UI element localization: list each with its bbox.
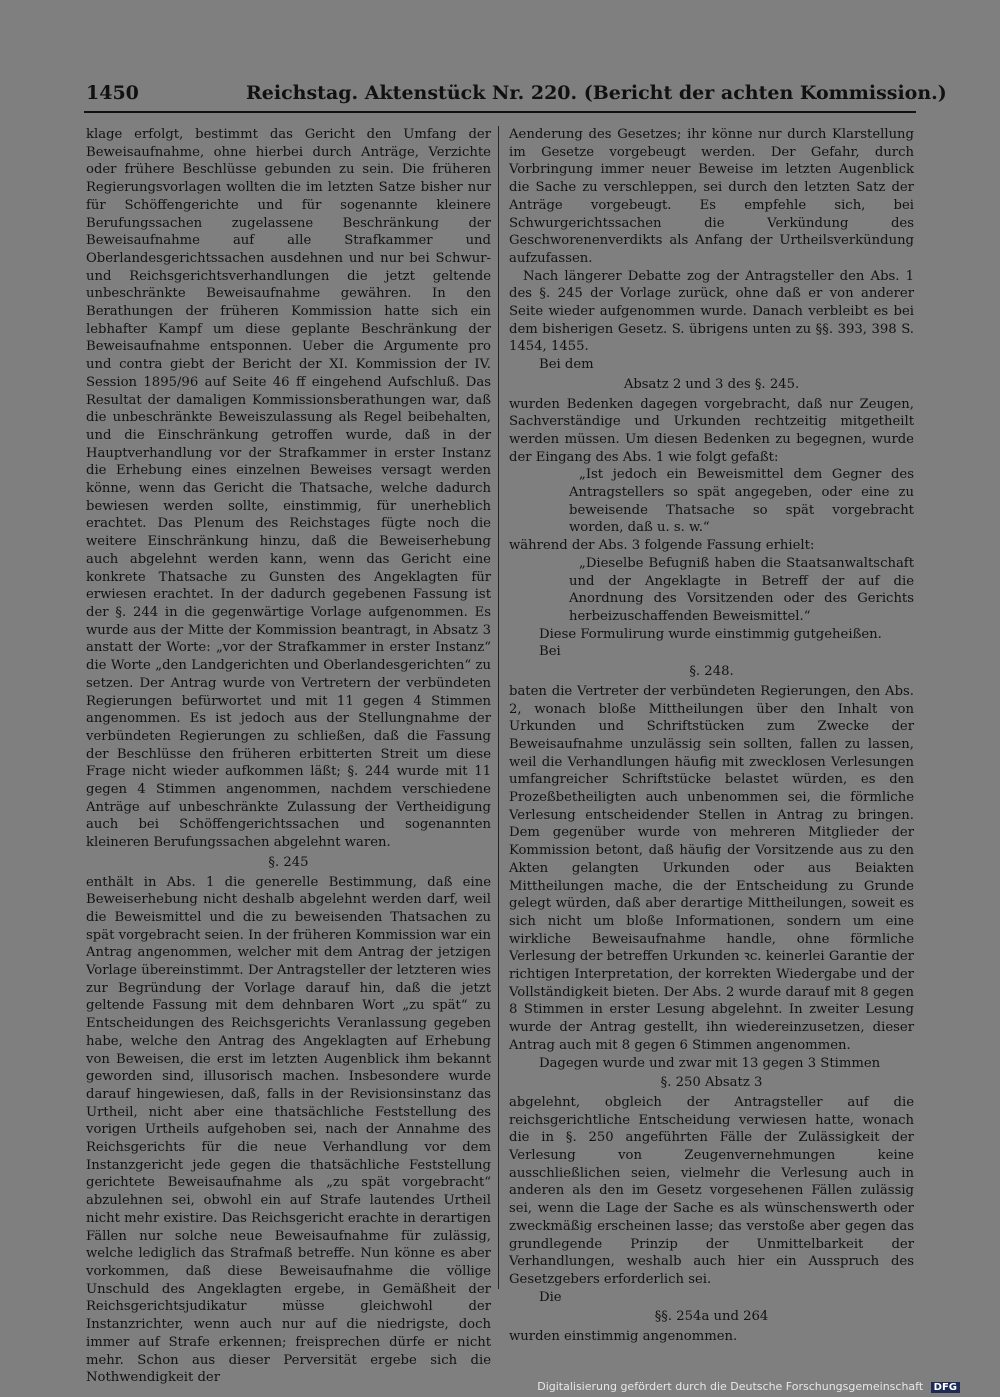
section-heading: §. 245 — [268, 854, 309, 870]
running-title: Reichstag. Aktenstück Nr. 220. (Bericht der achten Kommission.) — [246, 82, 947, 104]
lead-line: Bei — [539, 644, 561, 660]
header-rule — [84, 111, 916, 113]
section-heading: §. 250 Absatz 3 — [660, 1075, 763, 1091]
paragraph: abgelehnt, obgleich der Antragsteller auf die reichsgerichtliche Entscheidung verwiesen hatte, wonach die in §. 250 angeführten Fälle der Zulässigkeit der Verlesung von Zeugenvernehmungen keine ausschließlichen seien, vielmehr die Verlesung auch in anderen als den im Gesetz vorgesehenen Fällen zulässig sei, wenn die Lage der Sache es als wünschenswerth oder zweckmäßig erscheinen lasse; das verstoße aber gegen das grundlegende Prinzip der Unmittelbarkeit der Verhandlungen, weshalb auch hier ein Ausspruch des Gesetzgebers erforderlich sei. — [509, 1094, 914, 1287]
page-number: 1450 — [86, 82, 139, 104]
page-header — [86, 82, 947, 110]
paragraph: wurden Bedenken dagegen vorgebracht, daß nur Zeugen, Sachverständige und Urkunden rechtzeitig mitgetheilt werden müssen. Um diesen Bedenken zu begegnen, wurde der Eingang des Abs. 1 wie folgt gefaßt: — [509, 396, 914, 465]
paragraph: Aenderung des Gesetzes; ihr könne nur durch Klarstellung im Gesetze vorgebeugt werden. Der Gefahr, durch Vorbringung immer neuer Beweise im letzten Augenblick die Sache zu verschleppen, sei durch den letzten Satz der Anträge vorgebeugt. Es empfehle sich, bei Schwurgerichtssachen die Verkündung des Geschworenenverdikts als Anfang der Urtheilsverkündung aufzufassen. — [509, 127, 914, 266]
lead-line: Die — [539, 1289, 562, 1305]
section-heading: Absatz 2 und 3 des §. 245. — [623, 376, 800, 392]
paragraph: baten die Vertreter der verbündeten Regierungen, den Abs. 2, wonach bloße Mittheilungen über den Inhalt von Urkunden und Schriftstücken zum Zwecke der Beweisaufnahme unzulässig sein sollten, fallen zu lassen, weil die Verhandlungen häufig mit zwecklosen Verlesungen umfangreicher Schriftstücke belastet würden, es den Prozeßbetheiligten auch unbenommen sei, die förmliche Verlesung entscheidender Stellen in Antrag zu bringen. Dem gegenüber wurde von mehreren Mitglieder der Kommission betont, daß häufig der Vorsitzende aus zu den Akten gelangten Urkunden oder aus Beiakten Mittheilungen mache, die der Entscheidung zu Grunde gelegt würden, daß aber derartige Mittheilungen, soweit es sich nicht um bloße Informationen, sondern um eine wirkliche Beweisaufnahme handle, ohne förmliche Verlesung der betreffen Urkunden ꝛc. keinerlei Garantie der richtigen Interpretation, der korrekten Wiedergabe und der Vollständigkeit bieten. Der Abs. 2 wurde darauf mit 8 gegen 8 Stimmen in erster Lesung abgelehnt. In zweiter Lesung wurde der Antrag gestellt, ihn wiedereinzusetzen, dieser Antrag auch mit 8 gegen 6 Stimmen angenommen. — [509, 683, 914, 1053]
column-divider — [498, 126, 499, 1289]
paragraph: klage erfolgt, bestimmt das Gericht den Umfang der Beweisaufnahme, ohne hierbei durch Anträge, Verzichte oder frühere Beschlüsse gebunden zu sein. Die früheren Regierungsvorlagen wollten die im letzten Satze bisher nur für Schöffengerichte und für sogenannte kleinere Berufungssachen zugelassene Beschränkung der Beweisaufnahme auf alle Strafkammer und Oberlandesgerichtssachen ausdehnen und nur bei Schwur- und Reichsgerichtsverhandlungen die jetzt geltende unbeschränkte Beweisaufnahme gewähren. In den Berathungen der früheren Kommission hatte sich ein lebhafter Kampf um diese geplante Beschränkung der Beweisaufnahme entsponnen. Ueber die Argumente pro und contra giebt der Bericht der XI. Kommission der IV. Session 1895/96 auf Seite 46 ff eingehend Aufschluß. Das Resultat der damaligen Kommissionsberathungen war, daß die unbeschränkte Beweiszulassung als Regel beibehalten, und die Einschränkung getroffen wurde, daß in der Hauptverhandlung vor der Strafkammer in erster Instanz die Erhebung eines einzelnen Beweises versagt werden könne, wenn das Gericht die Thatsache, welche dadurch bewiesen werden sollte, einstimmig, für unerheblich erachtet. Das Plenum des Reichstages fügte noch die weitere Einschränkung hinzu, daß die Beweiserhebung auch abgelehnt werden kann, wenn das Gericht eine konkrete Thatsache zu Gunsten des Angeklagten für erwiesen erachtet. In der dadurch gegebenen Fassung ist der §. 244 in die gegenwärtige Vorlage aufgenommen. Es wurde aus der Mitte der Kommission beantragt, in Absatz 3 anstatt der Worte: „vor der Strafkammer in erster Instanz“ die Worte „den Landgerichten und Oberlandesgerichten“ zu setzen. Der Antrag wurde von Vertretern der verbündeten Regierungen befürwortet und mit 11 gegen 4 Stimmen angenommen. Es ist jedoch aus der Stellungnahme der verbündeten Regierungen zu schließen, daß die Fassung der Beschlüsse den früheren erbitterten Streit um diese Frage nicht wieder aufkommen läßt; §. 244 wurde mit 11 gegen 4 Stimmen angenommen, nachdem verschiedene Anträge auf unbeschränkte Zulassung der Vertheidigung auch bei Schöffengerichtssachen und sogenannten kleineren Berufungssachen abgelehnt waren. — [86, 127, 491, 851]
quoted-text: „Ist jedoch ein Beweismittel dem Gegner des Antragstellers so spät angegeben, oder eine zu beweisende Thatsache so spät vorgebracht worden, daß u. s. w.“ — [569, 467, 914, 536]
paragraph: wurden einstimmig angenommen. — [509, 1329, 738, 1345]
footer-credit — [537, 1380, 960, 1393]
lead-line: Bei dem — [539, 357, 594, 373]
section-heading: §. 248. — [689, 664, 734, 680]
quoted-text: „Dieselbe Befugniß haben die Staatsanwaltschaft und der Angeklagte in Betreff der auf die Anordnung des Vorsitzenden oder des Gerichts herbeizuschaffenden Beweismittel.“ — [569, 555, 914, 624]
lead-line: Dagegen wurde und zwar mit 13 gegen 3 Stimmen — [539, 1055, 881, 1071]
lead-line: Diese Formulirung wurde einstimmig gutgeheißen. — [539, 626, 882, 642]
paragraph: Nach längerer Debatte zog der Antragsteller den Abs. 1 des §. 245 der Vorlage zurück, ohne daß er von anderer Seite wieder aufgenommen wurde. Danach verbleibt es bei dem bisherigen Gesetz. S. übrigens unten zu §§. 393, 398 S. 1454, 1455. — [509, 268, 914, 355]
left-column — [86, 126, 491, 1387]
paragraph: enthält in Abs. 1 die generelle Bestimmung, daß eine Beweiserhebung nicht deshalb abgelehnt werden darf, weil die Beweismittel und die zu beweisenden Thatsachen zu spät vorgebracht seien. In der früheren Kommission war ein Antrag angenommen, welcher mit dem Antrag der jetzigen Vorlage übereinstimmt. Der Antragsteller der letzteren wies zur Begründung der Vorlage darauf hin, daß die jetzt geltende Fassung mit dem dehnbaren Wort „zu spät“ zu Entscheidungen des Reichsgerichts Veranlassung gegeben habe, welche den Antrag des Angeklagten auf Erhebung von Beweisen, die erst im letzten Augenblick ihm bekannt geworden sind, illusorisch machen. Insbesondere wurde darauf hingewiesen, daß, falls in der Revisionsinstanz das Urtheil, nicht aber eine thatsächliche Feststellung des vorigen Urtheils aufgehoben sei, nach der Annahme des Reichsgerichts für die neue Verhandlung vor dem Instanzgericht jede gegen die thatsächliche Feststellung gerichtete Beweisaufnahme als „zu spät vorgebracht“ abzulehnen sei, obwohl ein auf Strafe lautendes Urtheil nicht mehr existire. Das Reichsgericht erachte in derartigen Fällen nur solche neue Beweisaufnahme für zulässig, welche lediglich das Strafmaß betreffe. Nun könne es aber vorkommen, daß diese Beweisaufnahme die völlige Unschuld des Angeklagten ergebe, in Gemäßheit der Reichsgerichtsjudikatur müsse gleichwohl der Instanzrichter, wenn auch nur auf die niedrigste, doch immer auf Strafe erkennen; freisprechen dürfe er nicht mehr. Schon aus dieser Perversität ergebe sich die Nothwendigkeit der — [86, 874, 491, 1386]
credit-text: Digitalisierung gefördert durch die Deutsche Forschungsgemeinschaft — [537, 1380, 924, 1393]
dfg-logo: DFG — [931, 1382, 960, 1393]
section-heading: §§. 254a und 264 — [654, 1309, 769, 1325]
right-column — [509, 126, 914, 1346]
paragraph: während der Abs. 3 folgende Fassung erhielt: — [509, 538, 815, 554]
